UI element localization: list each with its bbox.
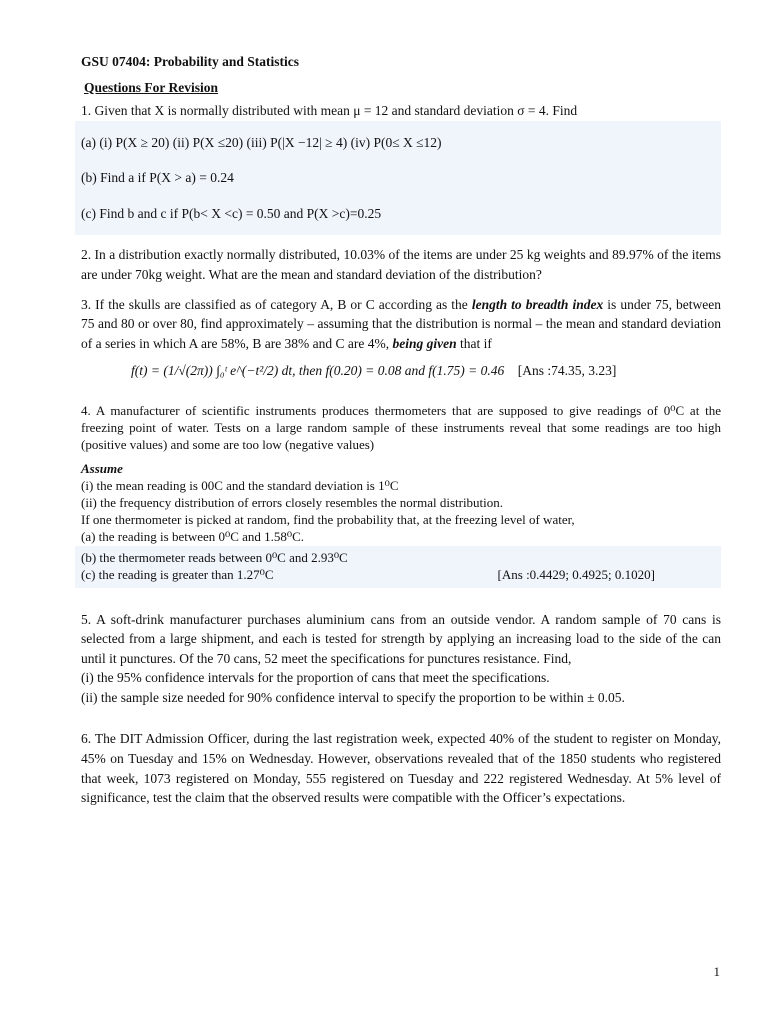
question-1-part-a: (a) (i) P(X ≥ 20) (ii) P(X ≤20) (iii) P(|X −12| ≥ 4) (iv) P(0≤ X ≤12) [81, 134, 442, 150]
question-6 [81, 729, 721, 807]
question-2-text: 2. In a distribution exactly normally distributed, 10.03% of the items are under 25 kg weights and 89.97% of the items are under 70kg weight. What are the mean and standard deviation of the distribution? [81, 247, 721, 282]
question-4-part-c-row [81, 567, 715, 584]
question-3-emphasis: length to breadth index [471, 296, 604, 312]
question-4-part-c: (c) the reading is greater than 1.27⁰C [81, 566, 274, 582]
question-1-part-c: (c) Find b and c if P(b< X <c) = 0.50 and P(X >c)=0.25 [81, 205, 382, 221]
question-3-emphasis-2: being given [392, 335, 457, 351]
question-5 [81, 610, 721, 708]
question-1-intro: 1. Given that X is normally distributed with mean μ = 12 and standard deviation σ = 4. Find [81, 103, 578, 119]
section-heading: Questions For Revision [84, 79, 219, 95]
course-title: GSU 07404: Probability and Statistics [81, 54, 300, 69]
question-4-assumption-ii: (ii) the frequency distribution of errors closely resembles the normal distribution. [81, 495, 504, 511]
question-3-formula-row [81, 353, 721, 393]
document-page [81, 52, 721, 818]
question-3-text-a: 3. If the skulls are classified as of category A, B or C according as the [81, 296, 472, 312]
question-4 [81, 403, 721, 588]
question-4-assumption-i: (i) the mean reading is 00C and the standard deviation is 1⁰C [81, 478, 399, 494]
question-3-text-b: is under 75, between 75 and 80 or over 80, find approximately – assuming that the distribution is normal – the mean and standard deviation of a series in which A are 58%, B are 38% and C are 4%, [81, 296, 722, 351]
question-5-part-i: (i) the 95% confidence intervals for the proportion of cans that meet the specifications. [81, 670, 550, 686]
question-3-text-c: that if [456, 335, 492, 351]
question-4-part-b: (b) the thermometer reads between 0⁰C and 2.93⁰C [81, 549, 348, 565]
question-4-intro: 4. A manufacturer of scientific instruments produces thermometers that are supposed to give readings of 0⁰C at the freezing point of water. Tests on a large random sample of these instruments reveal that some readings are too high (positive values) and some are too low (negative values) [81, 402, 721, 452]
question-3-answer: [Ans :74.35, 3.23] [517, 363, 617, 379]
question-1 [81, 101, 721, 235]
question-2 [81, 245, 721, 284]
question-1-parts [75, 121, 721, 236]
question-3-formula: f(t) = (1/√(2π)) ∫₀ᵗ e^(−t²/2) dt, then f(0.20) = 0.08 and f(1.75) = 0.46 [131, 363, 505, 379]
page-number: 1 [713, 964, 720, 979]
question-1-part-b: (b) Find a if P(X > a) = 0.24 [81, 170, 234, 186]
question-3-text [81, 295, 721, 354]
question-5-part-ii: (ii) the sample size needed for 90% confidence interval to specify the proportion to be within ± 0.05. [81, 689, 625, 705]
question-4-part-a: (a) the reading is between 0⁰C and 1.58⁰C. [81, 528, 305, 544]
question-3 [81, 295, 721, 393]
question-4-assume-label: Assume [81, 461, 123, 477]
question-4-pick: If one thermometer is picked at random, find the probability that, at the freezing level of water, [81, 512, 575, 528]
question-4-answer: [Ans :0.4429; 0.4925; 0.1020] [497, 566, 655, 582]
question-6-text: 6. The DIT Admission Officer, during the last registration week, expected 40% of the student to register on Monday, 45% on Tuesday and 15% on Wednesday. However, observations revealed that of the 1850 students who registered that week, 1073 registered on Monday, 555 registered on Tuesday and 222 registered Wednesday. At 5% level of significance, test the claim that the observed results were compatible with the Officer’s expectations. [81, 731, 721, 806]
question-5-text: 5. A soft-drink manufacturer purchases aluminium cans from an outside vendor. A random sample of 70 cans is selected from a large shipment, and each is tested for strength by applying an increasing load to the side of the can until it punctures. Of the 70 cans, 52 meet the specifications for punctures resistance. Find, [81, 611, 721, 666]
question-4-band [75, 546, 721, 588]
